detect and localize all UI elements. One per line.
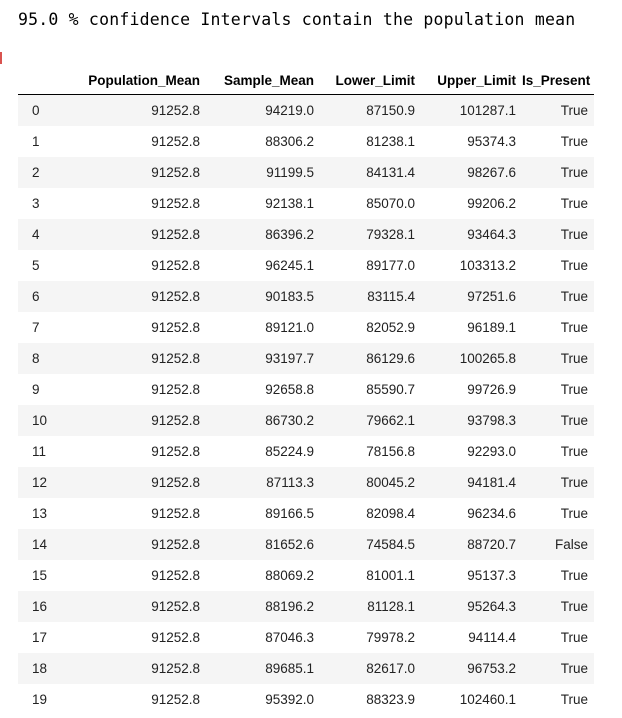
row-index: 11 bbox=[18, 436, 54, 467]
table-row bbox=[18, 374, 594, 405]
cell-sample-mean: 87046.3 bbox=[206, 622, 320, 653]
cell-sample-mean: 81652.6 bbox=[206, 529, 320, 560]
cell-lower-limit: 87150.9 bbox=[320, 95, 421, 127]
row-index: 13 bbox=[18, 498, 54, 529]
table-row bbox=[18, 529, 594, 560]
header-index bbox=[18, 66, 54, 95]
cell-is-present: True bbox=[522, 374, 594, 405]
row-index: 16 bbox=[18, 591, 54, 622]
cell-upper-limit: 96753.2 bbox=[421, 653, 522, 684]
cell-upper-limit: 99726.9 bbox=[421, 374, 522, 405]
row-index: 18 bbox=[18, 653, 54, 684]
row-index: 15 bbox=[18, 560, 54, 591]
table-row bbox=[18, 343, 594, 374]
cell-sample-mean: 86730.2 bbox=[206, 405, 320, 436]
cell-lower-limit: 80045.2 bbox=[320, 467, 421, 498]
row-index: 7 bbox=[18, 312, 54, 343]
cell-is-present: True bbox=[522, 436, 594, 467]
table-row bbox=[18, 281, 594, 312]
table-row bbox=[18, 126, 594, 157]
cell-upper-limit: 95374.3 bbox=[421, 126, 522, 157]
cell-is-present: True bbox=[522, 157, 594, 188]
cell-upper-limit: 99206.2 bbox=[421, 188, 522, 219]
output-text: 95.0 % confidence Intervals contain the population mean bbox=[18, 10, 576, 29]
table-row bbox=[18, 653, 594, 684]
cell-upper-limit: 100265.8 bbox=[421, 343, 522, 374]
cell-is-present: True bbox=[522, 405, 594, 436]
cell-population-mean: 91252.8 bbox=[54, 684, 206, 715]
cell-lower-limit: 82098.4 bbox=[320, 498, 421, 529]
cell-is-present: True bbox=[522, 498, 594, 529]
cell-is-present: True bbox=[522, 560, 594, 591]
cell-sample-mean: 89121.0 bbox=[206, 312, 320, 343]
table-row bbox=[18, 188, 594, 219]
cell-sample-mean: 89685.1 bbox=[206, 653, 320, 684]
table-row bbox=[18, 95, 594, 127]
cell-lower-limit: 74584.5 bbox=[320, 529, 421, 560]
cell-sample-mean: 86396.2 bbox=[206, 219, 320, 250]
row-index: 6 bbox=[18, 281, 54, 312]
cell-is-present: True bbox=[522, 467, 594, 498]
cell-lower-limit: 88323.9 bbox=[320, 684, 421, 715]
cell-is-present: True bbox=[522, 250, 594, 281]
cell-sample-mean: 92658.8 bbox=[206, 374, 320, 405]
table-body bbox=[18, 95, 594, 716]
header-sample-mean: Sample_Mean bbox=[206, 66, 320, 95]
cell-population-mean: 91252.8 bbox=[54, 95, 206, 127]
cell-lower-limit: 83115.4 bbox=[320, 281, 421, 312]
cell-upper-limit: 97251.6 bbox=[421, 281, 522, 312]
cell-population-mean: 91252.8 bbox=[54, 467, 206, 498]
cell-population-mean: 91252.8 bbox=[54, 653, 206, 684]
header-upper-limit: Upper_Limit bbox=[421, 66, 522, 95]
header-is-present: Is_Present bbox=[522, 66, 594, 95]
cell-sample-mean: 90183.5 bbox=[206, 281, 320, 312]
row-index: 4 bbox=[18, 219, 54, 250]
header-row bbox=[18, 66, 594, 95]
cell-population-mean: 91252.8 bbox=[54, 436, 206, 467]
row-index: 12 bbox=[18, 467, 54, 498]
cell-sample-mean: 89166.5 bbox=[206, 498, 320, 529]
table-row bbox=[18, 219, 594, 250]
cell-sample-mean: 93197.7 bbox=[206, 343, 320, 374]
cell-population-mean: 91252.8 bbox=[54, 622, 206, 653]
cell-upper-limit: 96234.6 bbox=[421, 498, 522, 529]
cell-lower-limit: 84131.4 bbox=[320, 157, 421, 188]
cell-lower-limit: 81001.1 bbox=[320, 560, 421, 591]
cell-sample-mean: 88196.2 bbox=[206, 591, 320, 622]
table-row bbox=[18, 498, 594, 529]
cell-is-present: True bbox=[522, 622, 594, 653]
cell-sample-mean: 91199.5 bbox=[206, 157, 320, 188]
cell-sample-mean: 85224.9 bbox=[206, 436, 320, 467]
cell-is-present: True bbox=[522, 188, 594, 219]
cell-sample-mean: 96245.1 bbox=[206, 250, 320, 281]
table-row bbox=[18, 467, 594, 498]
cell-population-mean: 91252.8 bbox=[54, 343, 206, 374]
cell-lower-limit: 85590.7 bbox=[320, 374, 421, 405]
cell-lower-limit: 81128.1 bbox=[320, 591, 421, 622]
cell-population-mean: 91252.8 bbox=[54, 188, 206, 219]
cell-population-mean: 91252.8 bbox=[54, 374, 206, 405]
cell-sample-mean: 88306.2 bbox=[206, 126, 320, 157]
cell-lower-limit: 79662.1 bbox=[320, 405, 421, 436]
row-index: 14 bbox=[18, 529, 54, 560]
cell-upper-limit: 93464.3 bbox=[421, 219, 522, 250]
dataframe-table bbox=[18, 66, 594, 715]
cell-population-mean: 91252.8 bbox=[54, 405, 206, 436]
row-index: 9 bbox=[18, 374, 54, 405]
cell-is-present: False bbox=[522, 529, 594, 560]
cell-is-present: True bbox=[522, 653, 594, 684]
cell-upper-limit: 98267.6 bbox=[421, 157, 522, 188]
cell-population-mean: 91252.8 bbox=[54, 591, 206, 622]
row-index: 19 bbox=[18, 684, 54, 715]
header-population-mean: Population_Mean bbox=[54, 66, 206, 95]
row-index: 1 bbox=[18, 126, 54, 157]
cell-lower-limit: 79978.2 bbox=[320, 622, 421, 653]
cell-lower-limit: 89177.0 bbox=[320, 250, 421, 281]
cell-upper-limit: 101287.1 bbox=[421, 95, 522, 127]
cell-lower-limit: 81238.1 bbox=[320, 126, 421, 157]
header-lower-limit: Lower_Limit bbox=[320, 66, 421, 95]
row-index: 5 bbox=[18, 250, 54, 281]
row-index: 3 bbox=[18, 188, 54, 219]
cell-lower-limit: 82617.0 bbox=[320, 653, 421, 684]
cell-upper-limit: 102460.1 bbox=[421, 684, 522, 715]
cell-upper-limit: 93798.3 bbox=[421, 405, 522, 436]
table-row bbox=[18, 560, 594, 591]
cell-upper-limit: 92293.0 bbox=[421, 436, 522, 467]
cell-population-mean: 91252.8 bbox=[54, 157, 206, 188]
cell-lower-limit: 85070.0 bbox=[320, 188, 421, 219]
cell-sample-mean: 88069.2 bbox=[206, 560, 320, 591]
dataframe-output bbox=[18, 66, 594, 715]
cell-sample-mean: 87113.3 bbox=[206, 467, 320, 498]
output-prompt-marker bbox=[0, 52, 2, 64]
table-row bbox=[18, 312, 594, 343]
row-index: 17 bbox=[18, 622, 54, 653]
cell-sample-mean: 94219.0 bbox=[206, 95, 320, 127]
cell-is-present: True bbox=[522, 219, 594, 250]
cell-lower-limit: 78156.8 bbox=[320, 436, 421, 467]
cell-upper-limit: 94114.4 bbox=[421, 622, 522, 653]
cell-upper-limit: 95264.3 bbox=[421, 591, 522, 622]
cell-is-present: True bbox=[522, 312, 594, 343]
table-row bbox=[18, 436, 594, 467]
cell-is-present: True bbox=[522, 591, 594, 622]
cell-upper-limit: 88720.7 bbox=[421, 529, 522, 560]
table-header bbox=[18, 66, 594, 95]
table-row bbox=[18, 591, 594, 622]
cell-population-mean: 91252.8 bbox=[54, 126, 206, 157]
cell-is-present: True bbox=[522, 281, 594, 312]
table-row bbox=[18, 622, 594, 653]
cell-population-mean: 91252.8 bbox=[54, 498, 206, 529]
cell-upper-limit: 103313.2 bbox=[421, 250, 522, 281]
cell-upper-limit: 94181.4 bbox=[421, 467, 522, 498]
row-index: 0 bbox=[18, 95, 54, 127]
cell-population-mean: 91252.8 bbox=[54, 219, 206, 250]
table-row bbox=[18, 157, 594, 188]
cell-upper-limit: 96189.1 bbox=[421, 312, 522, 343]
cell-lower-limit: 82052.9 bbox=[320, 312, 421, 343]
table-row bbox=[18, 250, 594, 281]
cell-sample-mean: 95392.0 bbox=[206, 684, 320, 715]
cell-is-present: True bbox=[522, 684, 594, 715]
cell-upper-limit: 95137.3 bbox=[421, 560, 522, 591]
cell-population-mean: 91252.8 bbox=[54, 281, 206, 312]
row-index: 8 bbox=[18, 343, 54, 374]
table-row bbox=[18, 684, 594, 715]
table-row bbox=[18, 405, 594, 436]
cell-sample-mean: 92138.1 bbox=[206, 188, 320, 219]
cell-population-mean: 91252.8 bbox=[54, 250, 206, 281]
row-index: 2 bbox=[18, 157, 54, 188]
cell-is-present: True bbox=[522, 126, 594, 157]
cell-lower-limit: 79328.1 bbox=[320, 219, 421, 250]
cell-population-mean: 91252.8 bbox=[54, 560, 206, 591]
cell-is-present: True bbox=[522, 95, 594, 127]
cell-population-mean: 91252.8 bbox=[54, 529, 206, 560]
cell-is-present: True bbox=[522, 343, 594, 374]
cell-population-mean: 91252.8 bbox=[54, 312, 206, 343]
row-index: 10 bbox=[18, 405, 54, 436]
cell-lower-limit: 86129.6 bbox=[320, 343, 421, 374]
